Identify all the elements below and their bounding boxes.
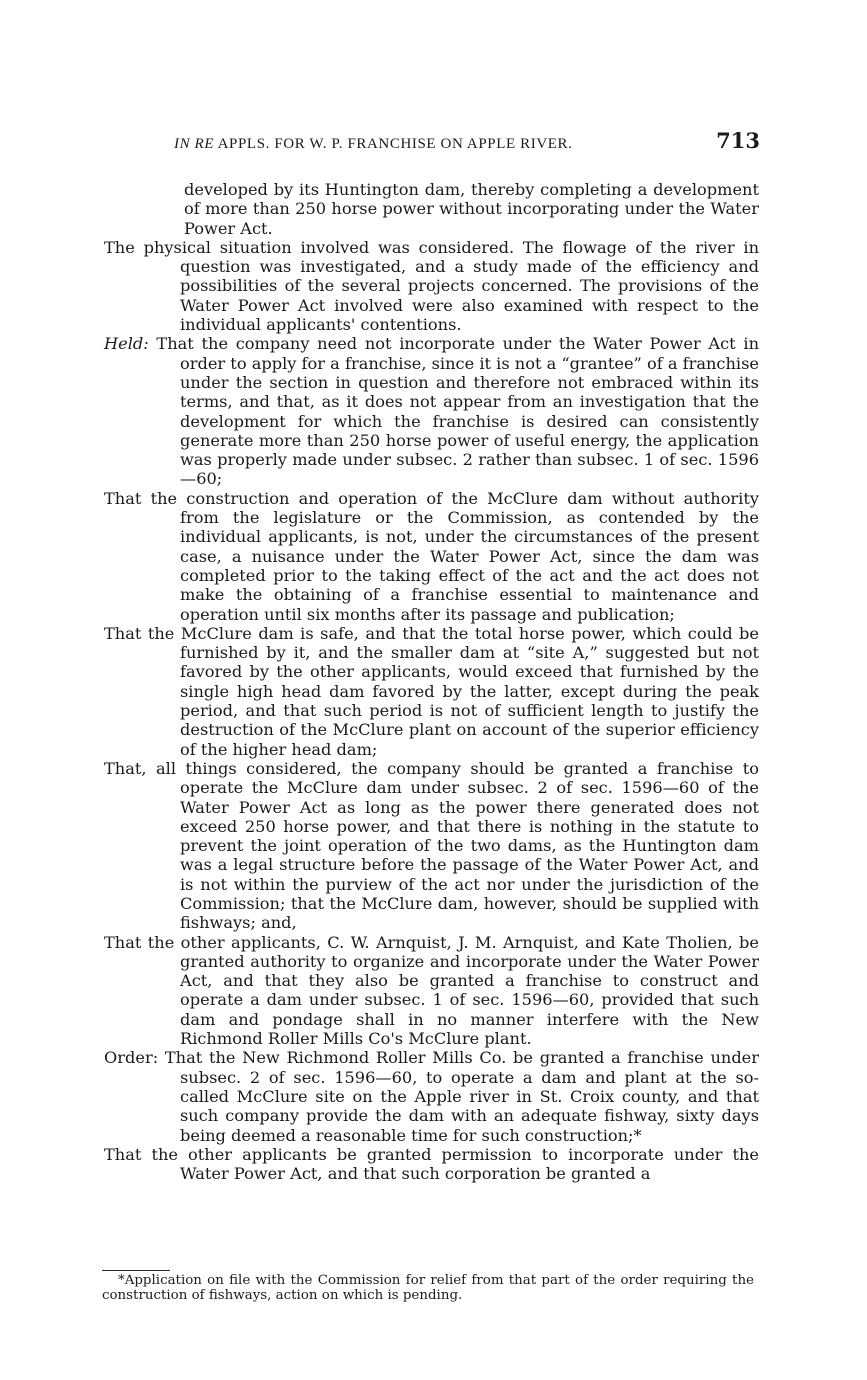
paragraph-order: [104, 1048, 759, 1144]
footnote-text: *Application on file with the Commission for relief from that part of the order requiring the construction of fishways, action on which is pending.: [102, 1273, 754, 1303]
paragraph-construction: That the construction and operation of the McClure dam without authority from the legislature or the Commission, as contended by the individual applicants, is not, under the circumstances of the present case, a nuisance under the Water Power Act, since the dam was completed prior to the taking effect of the act and the act does not make the obtaining of a franchise essential to maintenance and operation until six months after its passage and publication;: [104, 488, 759, 624]
order-label: Order:: [104, 1048, 159, 1068]
order-text: That the New Richmond Roller Mills Co. be granted a franchise under subsec. 2 of sec. 1596—60, to operate a dam and plant at the so-called McClure site on the Apple river in St. Croix county, and that such company provide the dam with an adequate fishway, sixty days being deemed a reasonable time for such construction;*: [164, 1048, 759, 1145]
page-body: [104, 180, 759, 1183]
paragraph-other-applicants: That the other applicants, C. W. Arnquist, J. M. Arnquist, and Kate Tholien, be granted authority to organize and incorporate under the Water Power Act, and that they also be granted a franchise to construct and operate a dam under subsec. 1 of sec. 1596—60, provided that such dam and pondage shall in no manner interfere with the New Richmond Roller Mills Co's McClure plant.: [104, 932, 759, 1049]
page-number: 713: [716, 128, 760, 153]
running-head-title: APPLS. FOR W. P. FRANCHISE ON APPLE RIVER.: [217, 136, 573, 152]
paragraph-continued: developed by its Huntington dam, thereby completing a development of more than 250 horse power without incorporating under the Water Power Act.: [184, 180, 759, 238]
paragraph-held: [104, 334, 759, 488]
held-text: That the company need not incorporate under the Water Power Act in order to apply for a franchise, since it is not a “grantee” of a franchise under the section in question and therefore not embraced within its terms, and that, as it does not appear from an investigation that the development for which the franchise is desired can consistently generate more than 250 horse power of useful energy, the application was properly made under subsec. 2 rather than subsec. 1 of sec. 1596—60;: [156, 334, 759, 489]
paragraph-physical-situation: The physical situation involved was considered. The flowage of the river in question was investigated, and a study made of the efficiency and possibilities of the several projects concerned. The provisions of the Water Power Act involved were also examined with respect to the individual applicants' contentions.: [104, 237, 759, 335]
footnote-divider: [102, 1270, 170, 1271]
paragraph-franchise: That, all things considered, the company should be granted a franchise to operate the McClure dam under subsec. 2 of sec. 1596—60 of the Water Power Act as long as the power there generated does not exceed 250 horse power, and that there is nothing in the statute to prevent the joint operation of the two dams, as the Huntington dam was a legal structure before the passage of the Water Power Act, and is not within the purview of the act nor under the jurisdiction of the Commission; that the McClure dam, however, should be supplied with fishways; and,: [104, 758, 759, 933]
page-header: [174, 128, 760, 153]
paragraph-incorporate: That the other applicants be granted permission to incorporate under the Water Power Act, and that such corporation be granted a: [104, 1144, 759, 1184]
running-head: [174, 136, 572, 153]
paragraph-mcclure-safe: That the McClure dam is safe, and that the total horse power, which could be furnished by it, and the smaller dam at “site A,” suggested but not favored by the other applicants, would exceed that furnished by the single high head dam favored by the latter, except during the peak period, and that such period is not of sufficient length to justify the destruction of the McClure plant on account of the superior efficiency of the higher head dam;: [104, 623, 759, 759]
held-label: Held:: [104, 334, 149, 354]
running-head-italic: IN RE: [174, 136, 215, 152]
footnote: [102, 1273, 754, 1303]
